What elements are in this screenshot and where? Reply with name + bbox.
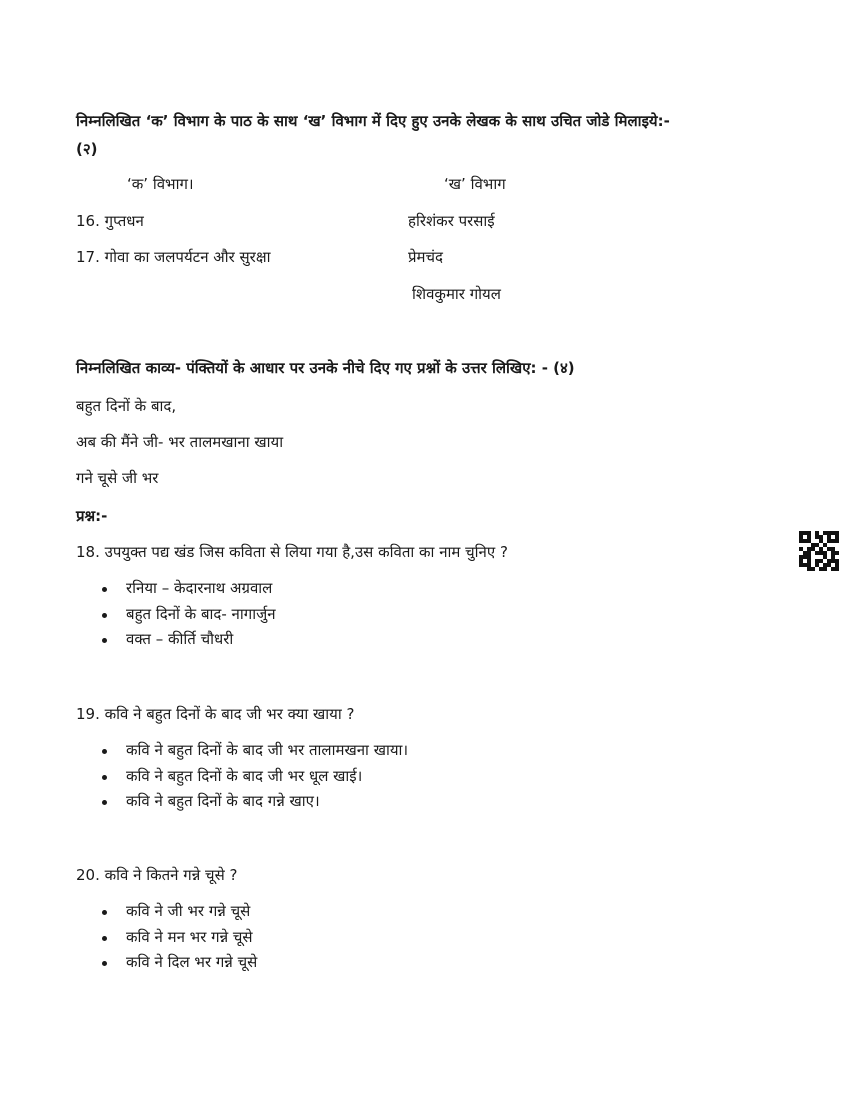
match-row-b: प्रेमचंद [408,248,443,266]
option-item: कवि ने बहुत दिनों के बाद जी भर तालामखना खाया। [100,738,408,764]
question-20-options [100,899,257,976]
section1-instruction: निम्नलिखित ‘क’ विभाग के पाठ के साथ ‘ख’ विभाग में दिए हुए उनके लेखक के साथ उचित जोडे मिलाइये:- [76,112,670,130]
question-20: 20. कवि ने कितने गन्ने चूसे ? [76,866,238,884]
option-item: कवि ने बहुत दिनों के बाद गन्ने खाए। [100,789,408,815]
match-row-b: हरिशंकर परसाई [408,212,495,230]
poem-line: अब की मैंने जी- भर तालमखाना खाया [76,433,284,451]
option-item: बहुत दिनों के बाद- नागार्जुन [100,602,276,628]
match-row-b: शिवकुमार गोयल [412,285,501,303]
option-item: कवि ने मन भर गन्ने चूसे [100,925,257,951]
poem-line: गने चूसे जी भर [76,469,159,487]
match-row-a: 16. गुप्तधन [76,212,144,230]
option-item: कवि ने जी भर गन्ने चूसे [100,899,257,925]
qr-code-icon [799,531,839,571]
poem-line: बहुत दिनों के बाद, [76,397,177,415]
option-item: कवि ने दिल भर गन्ने चूसे [100,950,257,976]
question-19-options [100,738,408,815]
question-19: 19. कवि ने बहुत दिनों के बाद जी भर क्या खाया ? [76,705,355,723]
question-18-options [100,576,276,653]
column-b-header: ‘ख’ विभाग [444,175,506,193]
option-item: कवि ने बहुत दिनों के बाद जी भर धूल खाई। [100,764,408,790]
prashn-label: प्रश्न:- [76,507,108,525]
match-row-a: 17. गोवा का जलपर्यटन और सुरक्षा [76,248,271,266]
section2-instruction: निम्नलिखित काव्य- पंक्तियों के आधार पर उनके नीचे दिए गए प्रश्नों के उत्तर लिखिए: - (४) [76,359,575,377]
column-a-header: ‘क’ विभाग। [127,175,194,193]
option-item: रनिया – केदारनाथ अग्रवाल [100,576,276,602]
section1-marks: (२) [76,140,98,158]
option-item: वक्त – कीर्ति चौधरी [100,627,276,653]
question-18: 18. उपयुक्त पद्य खंड जिस कविता से लिया गया है,उस कविता का नाम चुनिए ? [76,543,508,561]
